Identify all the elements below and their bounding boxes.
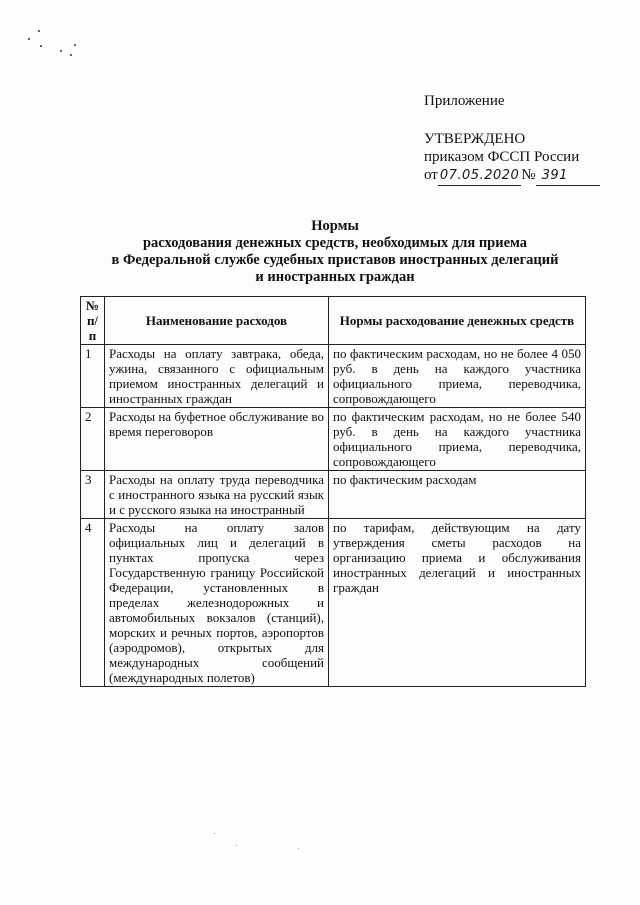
order-number: 391 <box>536 167 600 186</box>
table-header-row <box>81 297 586 345</box>
row-norm: по фактическим расходам, но не более 540 руб. в день на каждого участника официального приема, переводчика, сопровождающего <box>329 408 586 471</box>
order-line: приказом ФССП России <box>424 149 580 165</box>
row-norm: по тарифам, действующим на дату утверждения сметы расходов на организацию приема и обслуживания иностранных делегаций и иностранных граждан <box>329 519 586 687</box>
row-num: 2 <box>81 408 105 471</box>
table-row <box>81 471 586 519</box>
row-norm: по фактическим расходам, но не более 4 050 руб. в день на каждого участника официального приема, переводчика, сопровождающего <box>329 345 586 408</box>
approval-block <box>424 92 600 186</box>
row-name: Расходы на оплату завтрака, обеда, ужина, связанного с официальным приемом иностранных делегаций и иностранных граждан <box>105 345 329 408</box>
norms-table <box>80 296 586 687</box>
order-date: 07.05.2020 <box>438 167 521 186</box>
header-norm: Нормы расходование денежных средств <box>329 297 586 345</box>
scan-speck <box>40 45 42 47</box>
appendix-label: Приложение <box>424 93 505 109</box>
approved-label: УТВЕРЖДЕНО <box>424 131 526 147</box>
scan-speck <box>70 54 72 56</box>
scan-speck <box>74 44 76 46</box>
row-norm: по фактическим расходам <box>329 471 586 519</box>
order-date-number <box>424 166 600 186</box>
title-line-4: и иностранных граждан <box>255 269 415 285</box>
row-name: Расходы на буфетное обслуживание во время переговоров <box>105 408 329 471</box>
scan-speck <box>28 38 30 40</box>
table-row <box>81 408 586 471</box>
row-num: 1 <box>81 345 105 408</box>
from-label: от <box>424 167 438 183</box>
row-name: Расходы на оплату труда переводчика с иностранного языка на русский язык и с русского языка на иностранный <box>105 471 329 519</box>
scan-mark <box>214 833 215 834</box>
table-row <box>81 519 586 687</box>
header-num: № п/п <box>81 297 105 345</box>
title-line-3: в Федеральной службе судебных приставов иностранных делегаций <box>111 252 559 268</box>
table-row <box>81 345 586 408</box>
row-num: 3 <box>81 471 105 519</box>
scan-speck <box>38 30 40 32</box>
scan-mark <box>298 848 299 849</box>
row-num: 4 <box>81 519 105 687</box>
header-name: Наименование расходов <box>105 297 329 345</box>
scan-mark <box>236 845 237 846</box>
title-line-1: Нормы <box>311 218 359 234</box>
row-name: Расходы на оплату залов официальных лиц и делегаций в пунктах пропуска через Государственную границу Российской Федерации, установленных в пределах железнодорожных и автомобильных вокзалов (станций), морских и речных портов, аэропортов (аэродромов), открытых для международных сообщений (международных полетов) <box>105 519 329 687</box>
scan-speck <box>60 50 62 52</box>
document-title <box>90 218 580 286</box>
number-label: № <box>521 167 536 183</box>
title-line-2: расходования денежных средств, необходимых для приема <box>142 235 528 251</box>
